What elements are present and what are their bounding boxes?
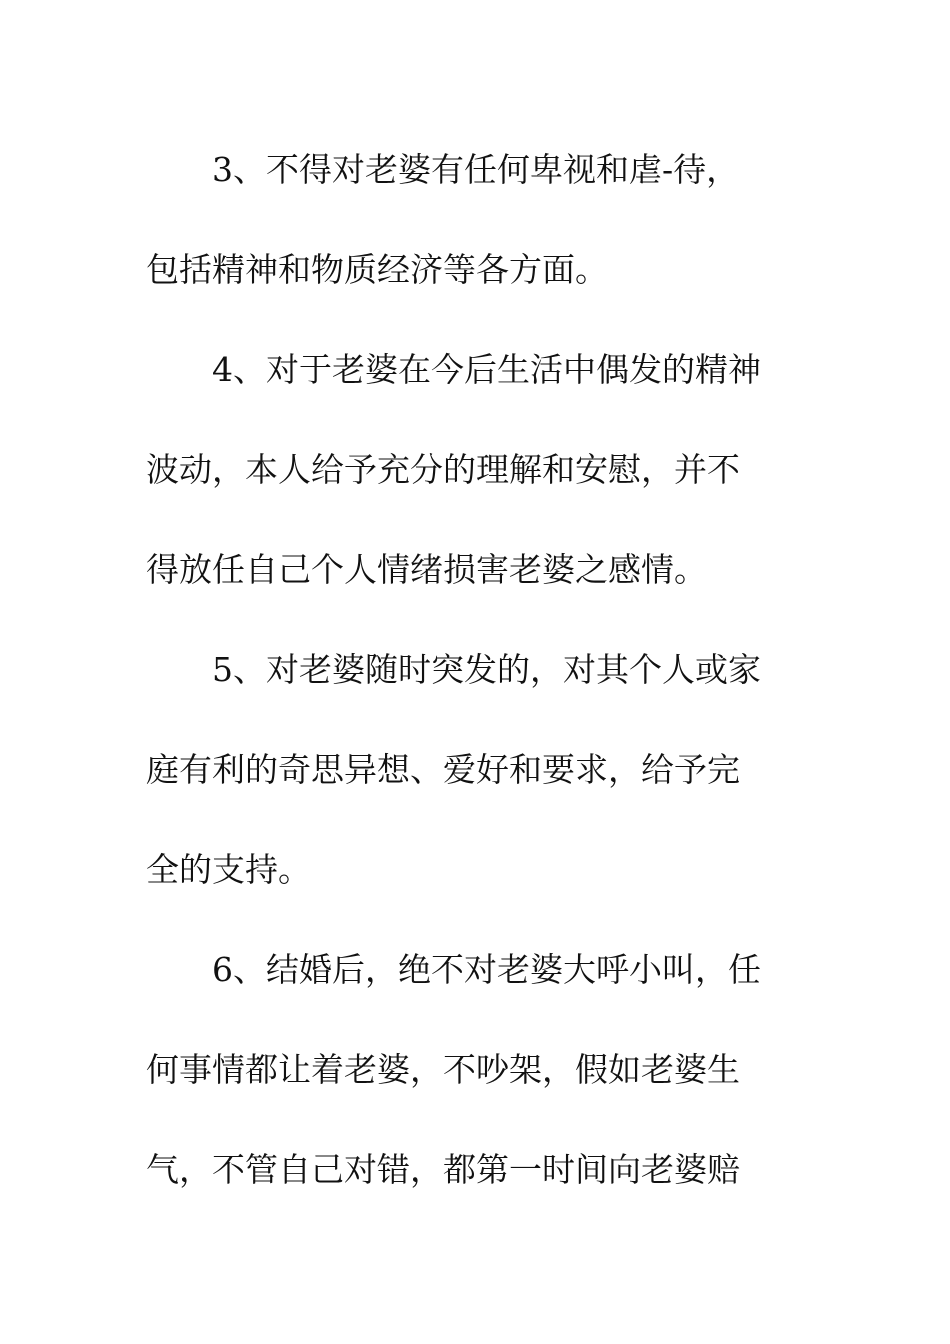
paragraph-5-line-3: 全的支持。 <box>146 850 311 889</box>
paragraph-5-line-1: 5、对老婆随时突发的，对其个人或家 <box>212 650 761 689</box>
paragraph-6-line-2: 何事情都让着老婆，不吵架，假如老婆生 <box>146 1050 740 1089</box>
paragraph-5-line-2: 庭有利的奇思异想、爱好和要求，给予完 <box>146 750 740 789</box>
paragraph-4-line-2: 波动，本人给予充分的理解和安慰，并不 <box>146 450 740 489</box>
paragraph-3-line-2: 包括精神和物质经济等各方面。 <box>146 250 608 289</box>
document-body <box>146 120 806 1220</box>
paragraph-6-line-1: 6、结婚后，绝不对老婆大呼小叫，任 <box>212 950 761 989</box>
paragraph-6-line-3: 气，不管自己对错，都第一时间向老婆赔 <box>146 1150 740 1189</box>
paragraph-3-line-1: 3、不得对老婆有任何卑视和虐-待， <box>212 150 740 189</box>
paragraph-4-line-1: 4、对于老婆在今后生活中偶发的精神 <box>212 350 761 389</box>
paragraph-4-line-3: 得放任自己个人情绪损害老婆之感情。 <box>146 550 707 589</box>
